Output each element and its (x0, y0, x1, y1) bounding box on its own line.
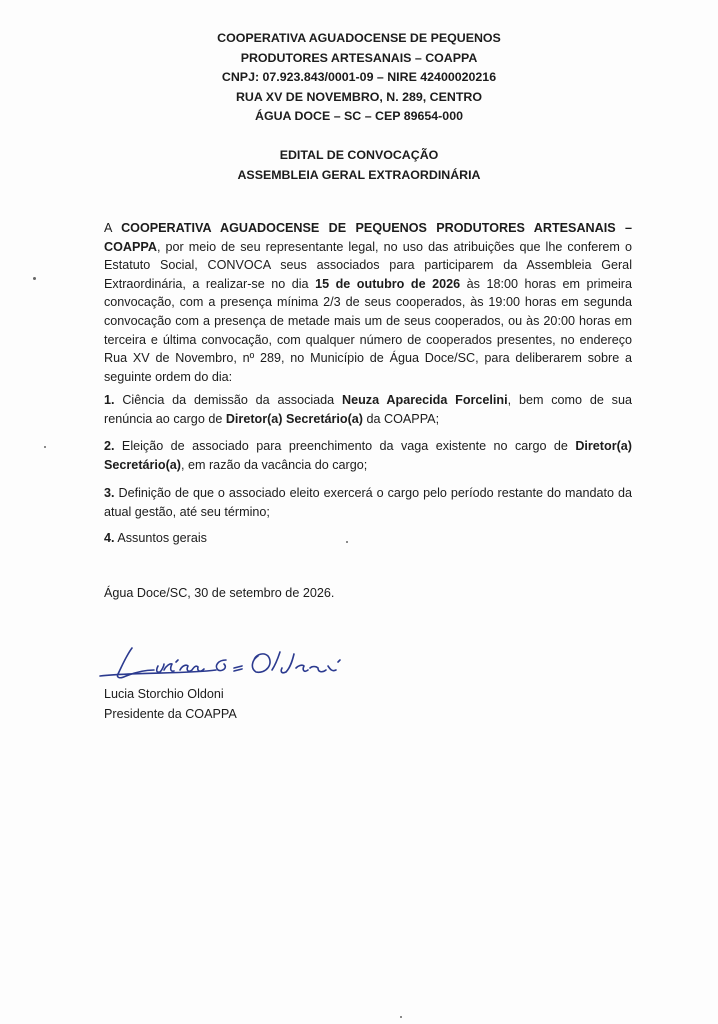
header-line-4: RUA XV DE NOVEMBRO, N. 289, CENTRO (235, 89, 482, 104)
organization-header (0, 29, 718, 127)
handwritten-signature (96, 626, 366, 690)
place-and-date: Água Doce/SC, 30 de setembro de 2026. (104, 586, 335, 600)
intro-paragraph (104, 219, 632, 386)
intro-text-3: às 18:00 horas em primeira convocação, com a presença mínima 2/3 de seus cooperados, às 19:00 horas em segunda convocação com a presença de metade mais um de seus cooperados, ou às 20:00 horas em terceira e última convocação, com qualquer número de cooperados presentes, no endereço Rua XV de Novembro, nº 289, no Município de Água Doce/SC, para deliberarem sobre a seguinte ordem do dia: (104, 276, 632, 384)
agenda-item-1-bold-name: Neuza Aparecida Forcelini (342, 393, 508, 407)
agenda-item-4-text: Assuntos gerais (114, 531, 207, 545)
agenda-item-2-number: 2. (104, 439, 115, 453)
agenda-item-1-number: 1. (104, 393, 115, 407)
agenda-item-1-text-2: , bem como de sua renúncia ao cargo de (104, 393, 632, 426)
header-line-5: ÁGUA DOCE – SC – CEP 89654-000 (255, 109, 463, 124)
agenda-item-4 (104, 529, 632, 548)
header-line-3: CNPJ: 07.923.843/0001-09 – NIRE 42400020216 (221, 70, 497, 85)
signer-name: Lucia Storchio Oldoni (104, 687, 224, 701)
signer-block (104, 684, 237, 724)
intro-bold-cooperative: COOPERATIVA AGUADOCENSE DE PEQUENOS PRODUTORES ARTESANAIS – COAPPA (104, 221, 632, 254)
agenda-item-3 (104, 484, 632, 521)
agenda-item-1-text-3: da COAPPA; (363, 411, 440, 426)
scan-speck (44, 446, 46, 448)
agenda-item-4-number: 4. (104, 531, 115, 545)
agenda-item-3-number: 3. (104, 486, 115, 500)
agenda-item-2 (104, 437, 632, 474)
scan-speck (346, 541, 348, 543)
scan-speck (33, 277, 36, 280)
agenda-item-1-bold-role: Diretor(a) Secretário(a) (225, 411, 364, 426)
agenda-item-3-text: Definição de que o associado eleito exercerá o cargo pelo período restante do mandato da atual gestão, até seu término; (104, 486, 632, 519)
agenda-item-2-text-1: Eleição de associado para preenchimento da vaga existente no cargo de (114, 439, 576, 453)
header-line-1: COOPERATIVA AGUADOCENSE DE PEQUENOS (217, 31, 501, 45)
title-line-2: ASSEMBLEIA GERAL EXTRAORDINÁRIA (237, 167, 481, 182)
agenda-item-2-text-2: , em razão da vacância do cargo; (181, 457, 368, 472)
document-title (0, 146, 718, 185)
agenda-item-2-bold-role: Diretor(a) Secretário(a) (104, 439, 632, 472)
intro-bold-date: 15 de outubro de 2026 (315, 276, 461, 291)
agenda-item-1-text-1: Ciência da demissão da associada (114, 393, 342, 407)
header-line-2: PRODUTORES ARTESANAIS – COAPPA (240, 50, 478, 65)
agenda-item-1 (104, 391, 632, 428)
title-line-1: EDITAL DE CONVOCAÇÃO (279, 148, 439, 162)
signer-role: Presidente da COAPPA (104, 707, 237, 721)
intro-text-2: , por meio de seu representante legal, no uso das atribuições que lhe conferem o Estatuto Social, CONVOCA seus associados para participarem da Assembleia Geral Extraordinária, a realizar-se no dia (104, 239, 632, 291)
scan-speck (400, 1016, 402, 1018)
intro-text-1: A (104, 221, 122, 235)
